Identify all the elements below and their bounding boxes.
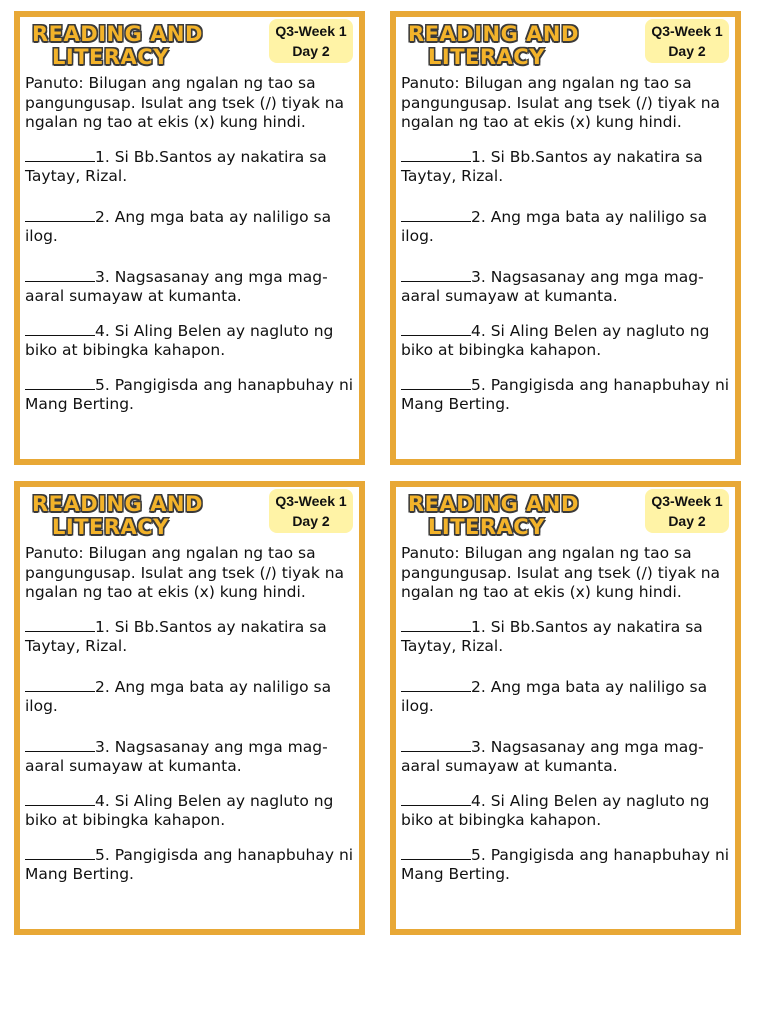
answer-blank (25, 209, 95, 222)
question-text: 4. Si Aling Belen ay nagluto ng biko at bibingka kahapon. (25, 791, 334, 829)
question-item-4 (401, 792, 731, 831)
badge-week: Q3-Week 1 (651, 23, 723, 39)
answer-blank (25, 269, 95, 282)
worksheet-title (32, 23, 272, 69)
question-text: 2. Ang mga bata ay naliligo sa ilog. (401, 207, 708, 245)
question-text: 3. Nagsasanay ang mga mag-aaral sumayaw at kumanta. (401, 737, 704, 775)
question-item-2 (401, 678, 731, 717)
instructions: Panuto: Bilugan ang ngalan ng tao sa pangungusap. Isulat ang tsek (/) tiyak na ngalan ng tao at ekis (x) kung hindi. (401, 74, 721, 131)
answer-blank (25, 619, 95, 632)
worksheet-body (25, 544, 355, 885)
title-line-2: LITERACY (52, 515, 169, 539)
title-line-2: LITERACY (428, 515, 545, 539)
question-item-3 (25, 268, 355, 307)
worksheet-title (32, 493, 272, 539)
question-item-1 (25, 618, 355, 657)
badge-day: Day 2 (292, 43, 330, 59)
week-badge (645, 19, 729, 63)
question-text: 2. Ang mga bata ay naliligo sa ilog. (401, 677, 708, 715)
question-item-3 (25, 738, 355, 777)
question-item-5 (401, 846, 731, 885)
question-item-1 (401, 148, 731, 187)
worksheet-body (25, 74, 355, 415)
title-line-1: READING AND (408, 492, 579, 516)
answer-blank (25, 739, 95, 752)
question-item-4 (25, 792, 355, 831)
title-line-1: READING AND (32, 22, 203, 46)
badge-day: Day 2 (668, 43, 706, 59)
worksheet-title (408, 493, 648, 539)
question-text: 3. Nagsasanay ang mga mag-aaral sumayaw at kumanta. (25, 267, 328, 305)
answer-blank (25, 679, 95, 692)
answer-blank (401, 619, 471, 632)
question-text: 2. Ang mga bata ay naliligo sa ilog. (25, 207, 332, 245)
question-item-2 (401, 208, 731, 247)
week-badge (645, 489, 729, 533)
answer-blank (25, 323, 95, 336)
week-badge (269, 19, 353, 63)
instructions: Panuto: Bilugan ang ngalan ng tao sa pangungusap. Isulat ang tsek (/) tiyak na ngalan ng tao at ekis (x) kung hindi. (401, 544, 721, 601)
answer-blank (401, 323, 471, 336)
badge-week: Q3-Week 1 (275, 23, 347, 39)
question-item-4 (401, 322, 731, 361)
question-text: 5. Pangigisda ang hanapbuhay ni Mang Berting. (401, 845, 730, 883)
title-line-2: LITERACY (428, 45, 545, 69)
question-item-4 (25, 322, 355, 361)
badge-day: Day 2 (668, 513, 706, 529)
question-item-5 (401, 376, 731, 415)
week-badge (269, 489, 353, 533)
worksheet-card-2 (390, 11, 741, 465)
question-text: 1. Si Bb.Santos ay nakatira sa Taytay, Rizal. (401, 147, 703, 185)
question-item-1 (25, 148, 355, 187)
answer-blank (25, 847, 95, 860)
question-item-5 (25, 376, 355, 415)
question-text: 5. Pangigisda ang hanapbuhay ni Mang Berting. (25, 375, 354, 413)
worksheet-card-3 (14, 481, 365, 935)
worksheet-body (401, 74, 731, 415)
question-text: 4. Si Aling Belen ay nagluto ng biko at bibingka kahapon. (25, 321, 334, 359)
title-line-1: READING AND (32, 492, 203, 516)
answer-blank (25, 793, 95, 806)
answer-blank (401, 793, 471, 806)
question-text: 1. Si Bb.Santos ay nakatira sa Taytay, Rizal. (25, 147, 327, 185)
question-item-1 (401, 618, 731, 657)
question-text: 1. Si Bb.Santos ay nakatira sa Taytay, Rizal. (401, 617, 703, 655)
question-text: 5. Pangigisda ang hanapbuhay ni Mang Berting. (25, 845, 354, 883)
instructions: Panuto: Bilugan ang ngalan ng tao sa pangungusap. Isulat ang tsek (/) tiyak na ngalan ng tao at ekis (x) kung hindi. (25, 74, 345, 131)
question-item-5 (25, 846, 355, 885)
title-line-2: LITERACY (52, 45, 169, 69)
question-item-3 (401, 268, 731, 307)
question-text: 3. Nagsasanay ang mga mag-aaral sumayaw at kumanta. (401, 267, 704, 305)
question-text: 2. Ang mga bata ay naliligo sa ilog. (25, 677, 332, 715)
title-line-1: READING AND (408, 22, 579, 46)
answer-blank (401, 269, 471, 282)
answer-blank (401, 739, 471, 752)
worksheet-card-1 (14, 11, 365, 465)
worksheet-body (401, 544, 731, 885)
question-item-2 (25, 678, 355, 717)
question-text: 1. Si Bb.Santos ay nakatira sa Taytay, Rizal. (25, 617, 327, 655)
question-text: 5. Pangigisda ang hanapbuhay ni Mang Berting. (401, 375, 730, 413)
badge-day: Day 2 (292, 513, 330, 529)
answer-blank (401, 847, 471, 860)
answer-blank (401, 149, 471, 162)
answer-blank (25, 377, 95, 390)
badge-week: Q3-Week 1 (651, 493, 723, 509)
worksheet-title (408, 23, 648, 69)
question-item-3 (401, 738, 731, 777)
question-text: 3. Nagsasanay ang mga mag-aaral sumayaw at kumanta. (25, 737, 328, 775)
question-item-2 (25, 208, 355, 247)
worksheet-card-4 (390, 481, 741, 935)
answer-blank (401, 209, 471, 222)
question-text: 4. Si Aling Belen ay nagluto ng biko at bibingka kahapon. (401, 791, 710, 829)
answer-blank (401, 679, 471, 692)
answer-blank (25, 149, 95, 162)
instructions: Panuto: Bilugan ang ngalan ng tao sa pangungusap. Isulat ang tsek (/) tiyak na ngalan ng tao at ekis (x) kung hindi. (25, 544, 345, 601)
answer-blank (401, 377, 471, 390)
badge-week: Q3-Week 1 (275, 493, 347, 509)
question-text: 4. Si Aling Belen ay nagluto ng biko at bibingka kahapon. (401, 321, 710, 359)
